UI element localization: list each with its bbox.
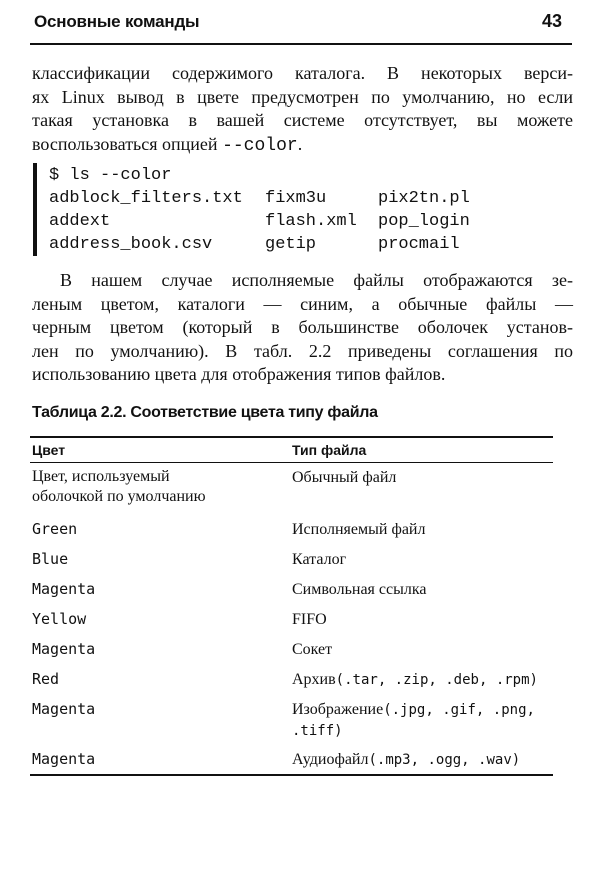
paragraph-line: такая установка в вашей системе отсутствует, вы можете xyxy=(32,110,573,130)
table-row xyxy=(30,545,553,575)
cell-type: Символьная ссылка xyxy=(292,581,427,598)
code-cell: pop_login xyxy=(378,212,470,231)
paragraph-line xyxy=(32,133,573,159)
header-cell-type: Тип файла xyxy=(292,442,367,458)
code-cell: address_book.csv xyxy=(49,235,213,254)
cell-code: (.jpg, .gif, .png, xyxy=(383,702,535,718)
paragraph-line: ях Linux вывод в цвете предусмотрен по умолчанию, но если xyxy=(32,86,573,107)
cell-type: Сокет xyxy=(292,641,333,658)
code-cell: adblock_filters.txt xyxy=(49,189,243,208)
cell-color: Magenta xyxy=(32,750,96,768)
paragraph-line: леным цветом, каталоги — синим, а обычные файлы — xyxy=(32,293,573,314)
cell-type: Исполняемый файл xyxy=(292,521,426,538)
cell-color: Yellow xyxy=(32,610,87,628)
cell-color: Green xyxy=(32,520,78,538)
paragraph-colors xyxy=(32,269,573,387)
running-header-title: Основные команды xyxy=(34,12,200,31)
code-cell: procmail xyxy=(378,235,460,254)
table-row xyxy=(30,463,553,515)
paragraph-line: классификации содержимого каталога. В некоторых верси- xyxy=(32,63,573,83)
cell-code: (.tar, .zip, .deb, .rpm) xyxy=(335,672,538,688)
paragraph-line: черным цветом (который в большинстве оболочек установ- xyxy=(32,317,573,337)
table-row xyxy=(30,515,553,545)
cell-text: Архив xyxy=(292,671,336,688)
table-bottom-rule xyxy=(30,774,553,776)
cell-color: Blue xyxy=(32,550,69,568)
table-row xyxy=(30,605,553,635)
code-cell: flash.xml xyxy=(265,212,357,231)
cell-text: Изображение xyxy=(292,701,384,718)
table-row xyxy=(30,665,553,695)
cell-color: Magenta xyxy=(32,700,96,718)
cell-code: (.mp3, .ogg, .wav) xyxy=(368,752,521,768)
color-table xyxy=(30,436,553,776)
cell-code: .tiff) xyxy=(292,723,343,739)
cell-type: Каталог xyxy=(292,551,347,568)
table-row xyxy=(30,635,553,665)
cell-type: FIFO xyxy=(292,611,327,628)
cell-color xyxy=(32,467,206,507)
table-row xyxy=(30,695,553,745)
code-cell: addext xyxy=(49,212,111,231)
paragraph-text: воспользоваться опцией xyxy=(32,133,223,154)
paragraph-line: лен по умолчанию). В табл. 2.2 приведены соглашения по xyxy=(32,340,573,361)
header-cell-color: Цвет xyxy=(32,442,66,458)
code-block-bar xyxy=(33,163,37,256)
paragraph-line: В нашем случае исполняемые файлы отображаются зе- xyxy=(60,270,573,290)
paragraph-intro xyxy=(32,62,573,158)
code-cell: pix2tn.pl xyxy=(378,189,470,208)
paragraph-text: . xyxy=(297,133,303,154)
code-cell: fixm3u xyxy=(265,189,327,208)
cell-type xyxy=(292,669,554,691)
paragraph-line: использованию цвета для отображения типов файлов. xyxy=(32,364,446,384)
table-row xyxy=(30,745,553,774)
cell-text: Цвет, используемый xyxy=(32,468,170,485)
cell-color: Red xyxy=(32,670,60,688)
cell-text: Аудиофайл xyxy=(292,751,369,768)
cell-color: Magenta xyxy=(32,580,96,598)
table-caption: Таблица 2.2. Соответствие цвета типу файла xyxy=(32,404,378,421)
cell-color: Magenta xyxy=(32,640,96,658)
cell-type xyxy=(292,749,554,771)
code-cell: getip xyxy=(265,235,317,254)
cell-type: Обычный файл xyxy=(292,469,397,486)
table-row xyxy=(30,575,553,605)
header-rule xyxy=(30,43,572,45)
cell-type xyxy=(292,699,554,742)
page-number: 43 xyxy=(542,11,563,31)
table-header xyxy=(30,438,553,462)
code-command-text: $ ls --color xyxy=(49,166,172,185)
inline-code-option: --color xyxy=(222,135,298,156)
cell-line xyxy=(292,699,554,721)
cell-text: оболочкой по умолчанию xyxy=(32,488,206,505)
